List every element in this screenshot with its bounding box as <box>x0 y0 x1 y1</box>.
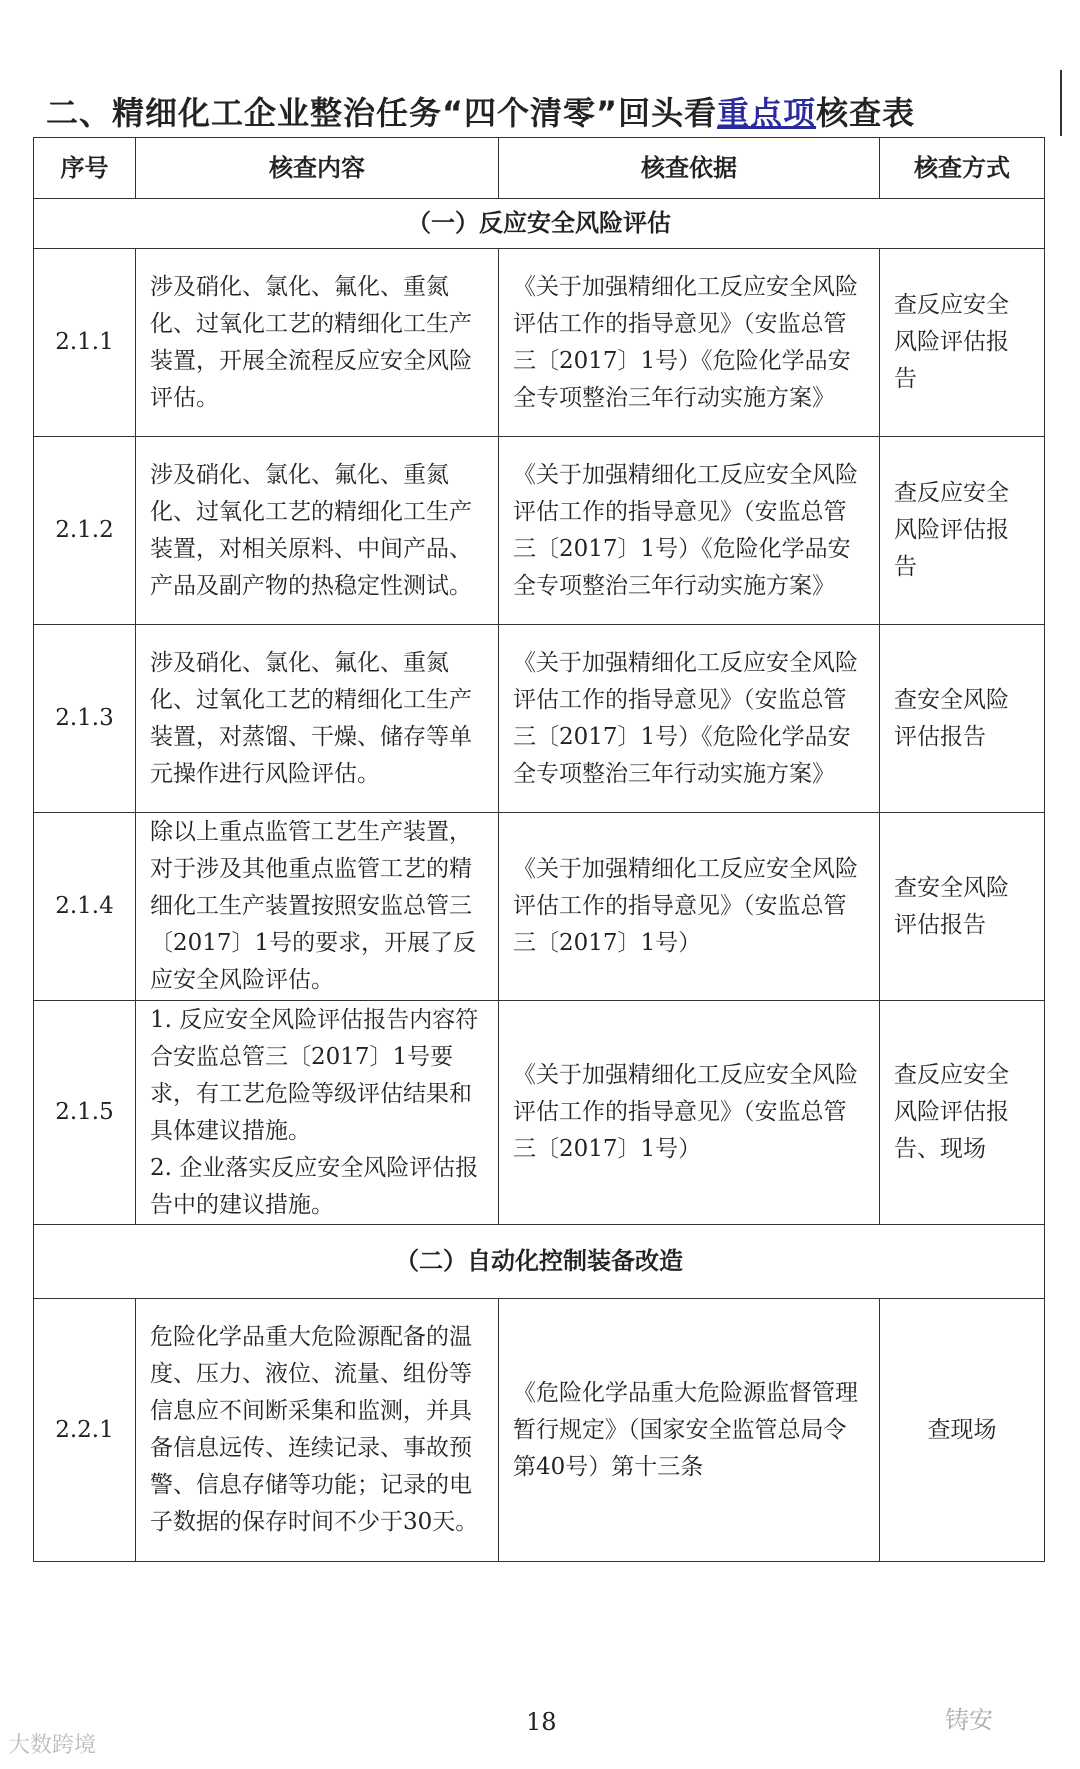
row-content: 除以上重点监管工艺生产装置，对于涉及其他重点监管工艺的精细化工生产装置按照安监总管三〔2017〕1号的要求，开展了反应安全风险评估。 <box>136 813 499 1001</box>
row-method: 查反应安全风险评估报告 <box>880 249 1045 437</box>
section-row <box>34 199 1045 249</box>
row-basis: 《关于加强精细化工反应安全风险评估工作的指导意见》（安监总管三〔2017〕1号） <box>499 1001 880 1225</box>
header-no: 序号 <box>34 138 136 199</box>
row-number: 2.1.1 <box>34 249 136 437</box>
row-content: 涉及硝化、氯化、氟化、重氮化、过氧化工艺的精细化工生产装置，对相关原料、中间产品、产品及副产物的热稳定性测试。 <box>136 437 499 625</box>
row-number: 2.2.1 <box>34 1299 136 1562</box>
row-method: 查反应安全风险评估报告、现场 <box>880 1001 1045 1225</box>
section-title: （二）自动化控制装备改造 <box>34 1225 1045 1299</box>
row-content: 涉及硝化、氯化、氟化、重氮化、过氧化工艺的精细化工生产装置，对蒸馏、干燥、储存等单元操作进行风险评估。 <box>136 625 499 813</box>
row-number: 2.1.5 <box>34 1001 136 1225</box>
row-basis: 《关于加强精细化工反应安全风险评估工作的指导意见》（安监总管三〔2017〕1号）《危险化学品安全专项整治三年行动实施方案》 <box>499 437 880 625</box>
watermark-right: 铸安 <box>945 1706 993 1734</box>
page-edge-line <box>1060 70 1062 136</box>
table-row <box>34 625 1045 813</box>
title-text: 二、精细化工企业整治任务“四个清零”回头看 <box>46 94 718 132</box>
page-title <box>46 88 915 134</box>
page-number: 18 <box>526 1708 557 1736</box>
row-method: 查现场 <box>880 1299 1045 1562</box>
table-header-row <box>34 138 1045 199</box>
row-number: 2.1.4 <box>34 813 136 1001</box>
table-row <box>34 437 1045 625</box>
table-row <box>34 1299 1045 1562</box>
table-row <box>34 249 1045 437</box>
row-number: 2.1.2 <box>34 437 136 625</box>
row-basis: 《关于加强精细化工反应安全风险评估工作的指导意见》（安监总管三〔2017〕1号）《危险化学品安全专项整治三年行动实施方案》 <box>499 249 880 437</box>
table-row <box>34 1001 1045 1225</box>
row-number: 2.1.3 <box>34 625 136 813</box>
watermark-left: 大数跨境 <box>8 1733 97 1758</box>
row-method: 查反应安全风险评估报告 <box>880 437 1045 625</box>
title-text-end: 核查表 <box>816 94 916 132</box>
header-method: 核查方式 <box>880 138 1045 199</box>
row-basis: 《关于加强精细化工反应安全风险评估工作的指导意见》（安监总管三〔2017〕1号）《危险化学品安全专项整治三年行动实施方案》 <box>499 625 880 813</box>
title-highlight-link[interactable]: 重点项 <box>717 94 817 132</box>
section-row <box>34 1225 1045 1299</box>
header-content: 核查内容 <box>136 138 499 199</box>
row-basis: 《关于加强精细化工反应安全风险评估工作的指导意见》（安监总管三〔2017〕1号） <box>499 813 880 1001</box>
row-method: 查安全风险评估报告 <box>880 813 1045 1001</box>
row-content: 危险化学品重大危险源配备的温度、压力、液位、流量、组份等信息应不间断采集和监测，并具备信息远传、连续记录、事故预警、信息存储等功能；记录的电子数据的保存时间不少于30天。 <box>136 1299 499 1562</box>
checklist-table <box>33 137 1045 1562</box>
row-method: 查安全风险评估报告 <box>880 625 1045 813</box>
row-basis: 《危险化学品重大危险源监督管理暂行规定》（国家安全监管总局令第40号）第十三条 <box>499 1299 880 1562</box>
row-content: 涉及硝化、氯化、氟化、重氮化、过氧化工艺的精细化工生产装置，开展全流程反应安全风险评估。 <box>136 249 499 437</box>
section-title: （一）反应安全风险评估 <box>34 199 1045 249</box>
row-content: 1. 反应安全风险评估报告内容符合安监总管三〔2017〕1号要求，有工艺危险等级评估结果和具体建议措施。 2. 企业落实反应安全风险评估报告中的建议措施。 <box>136 1001 499 1225</box>
header-basis: 核查依据 <box>499 138 880 199</box>
table-row <box>34 813 1045 1001</box>
